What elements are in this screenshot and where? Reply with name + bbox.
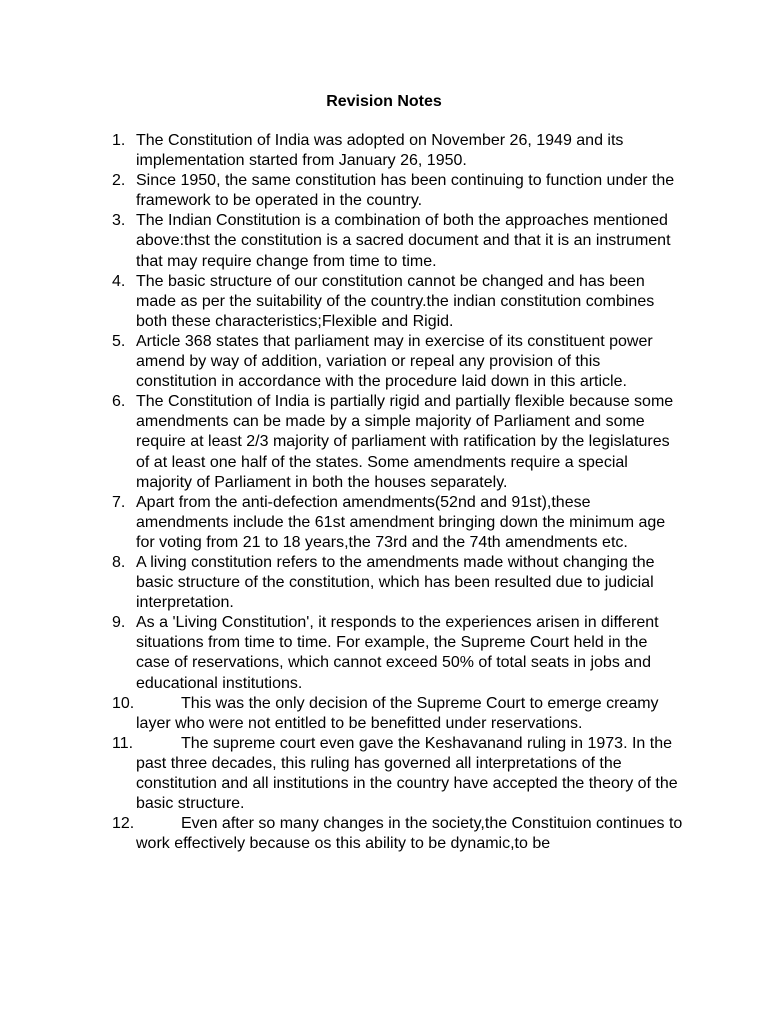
item-number: 4. bbox=[112, 272, 126, 290]
item-number: 11. bbox=[112, 734, 134, 752]
list-item bbox=[112, 211, 684, 271]
list-item bbox=[112, 392, 684, 492]
item-number: 3. bbox=[112, 212, 126, 230]
item-text: The supreme court even gave the Keshavanand ruling in 1973. In the past three decades, this ruling has governed all interpretations of the constitution and all institutions in the country have accepted the theory of the basic structure. bbox=[136, 734, 678, 813]
item-text: Article 368 states that parliament may in exercise of its constituent power amend by way of addition, variation or repeal any provision of this constitution in accordance with the procedure laid down in this article. bbox=[136, 332, 653, 391]
item-number: 2. bbox=[112, 172, 126, 190]
item-text: Even after so many changes in the society,the Constituion continues to work effectively because os this ability to be dynamic,to be bbox=[136, 815, 683, 853]
list-item bbox=[112, 332, 684, 392]
list-item bbox=[112, 493, 684, 553]
item-number: 9. bbox=[112, 614, 126, 632]
item-text: Apart from the anti-defection amendments(52nd and 91st),these amendments include the 61st amendment bringing down the minimum age for voting from 21 to 18 years,the 73rd and the 74th amendments etc. bbox=[136, 493, 666, 551]
item-text: This was the only decision of the Supreme Court to emerge creamy layer who were not entitled to be benefitted under reservations. bbox=[136, 694, 659, 732]
item-text: As a 'Living Constitution', it responds to the experiences arisen in different situations from time to time. For example, the Supreme Court held in the case of reservations, which cannot exceed 50% of total seats in jobs and educational institutions. bbox=[136, 614, 659, 692]
item-text: The basic structure of our constitution cannot be changed and has been made as per the suitability of the country.the indian constitution combines both these characteristics;Flexible and Rigid. bbox=[136, 272, 655, 330]
item-number: 6. bbox=[112, 393, 126, 411]
item-number: 8. bbox=[112, 553, 126, 571]
page-title: Revision Notes bbox=[326, 93, 442, 110]
item-number: 12. bbox=[112, 815, 135, 833]
list-item bbox=[112, 694, 684, 734]
item-text: The Constitution of India was adopted on November 26, 1949 and its implementation started from January 26, 1950. bbox=[136, 132, 624, 170]
item-number: 1. bbox=[112, 132, 126, 149]
item-text: A living constitution refers to the amendments made without changing the basic structure of the constitution, which has been resulted due to judicial interpretation. bbox=[136, 553, 655, 612]
list-item bbox=[112, 814, 684, 854]
item-number: 5. bbox=[112, 332, 126, 350]
item-text: The Constitution of India is partially rigid and partially flexible because some amendments can be made by a simple majority of Parliament and some require at least 2/3 majority of parliament with ratification by the legislatures of at least one half of the states. Some amendments require a special majority of Parliament in both the houses separately. bbox=[136, 393, 674, 491]
item-text: Since 1950, the same constitution has been continuing to function under the framework to be operated in the country. bbox=[136, 172, 675, 210]
revision-notes-list bbox=[112, 131, 684, 854]
item-number: 7. bbox=[112, 493, 126, 511]
list-item bbox=[112, 613, 684, 693]
list-item bbox=[112, 734, 684, 814]
list-item bbox=[112, 272, 684, 332]
list-item bbox=[112, 131, 684, 171]
list-item bbox=[112, 553, 684, 613]
item-text: The Indian Constitution is a combination of both the approaches mentioned above:thst the constitution is a sacred document and that it is an instrument that may require change from time to time. bbox=[136, 212, 671, 270]
list-item bbox=[112, 171, 684, 211]
item-number: 10. bbox=[112, 694, 135, 712]
